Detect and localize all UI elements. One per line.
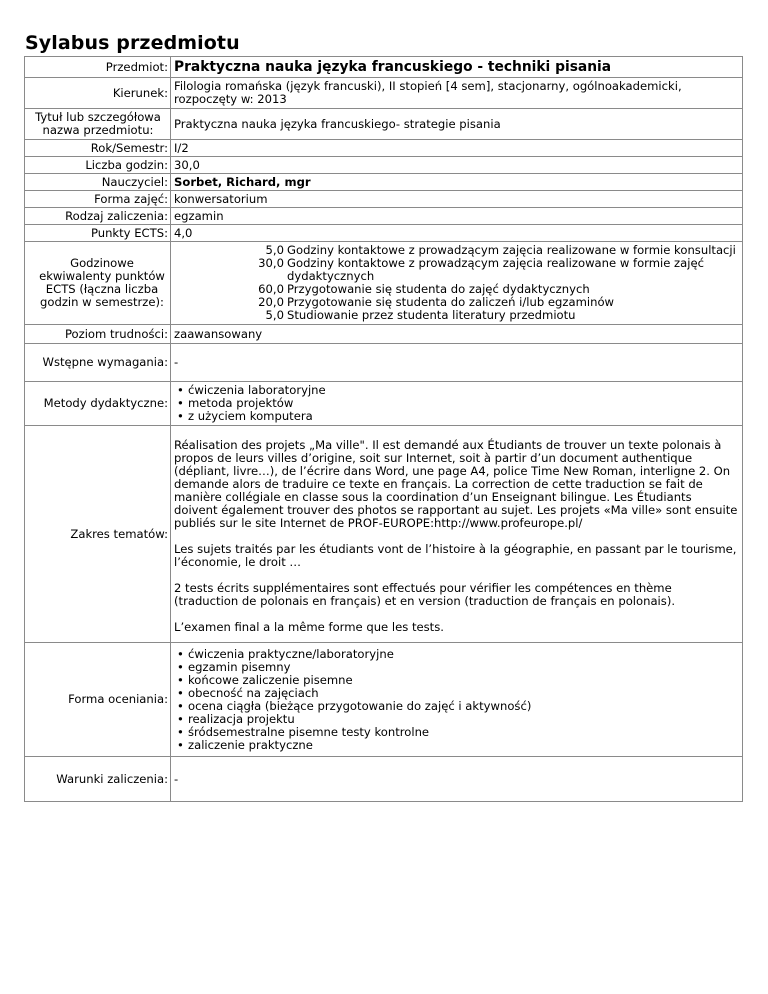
assessment-item: • ćwiczenia praktyczne/laboratoryjne: [174, 648, 740, 661]
row-methods: [25, 382, 743, 426]
ects-hours-amount: 20,0: [258, 295, 284, 309]
row-teacher: [25, 174, 743, 191]
label-methods: Metody dydaktyczne:: [25, 382, 171, 426]
value-program: [171, 78, 743, 109]
row-credit-type: [25, 208, 743, 225]
label-subject: Przedmiot:: [25, 57, 171, 78]
value-year-semester: I/2: [171, 140, 743, 157]
ects-hours-row: [171, 257, 742, 283]
row-full-title: [25, 109, 743, 140]
row-difficulty: [25, 325, 743, 344]
topics-paragraph: Réalisation des projets „Ma ville". Il est demandé aux Étudiants de trouver un texte polonais à propos de leurs villes d’origine, soit sur Internet, soit à partir d’un document authentique (dépliant, livre…), de l’écrire dans Word, une page A4, police Time New Roman, interligne 2. On demande alors de traduire ce texte en français. La correction de cette traduction se fait de manière collégiale en classe sous la coordination d’un Enseignant bilingue. Les Étudiants doivent également trouver des photos se rapportant au sujet. Les projets «Ma ville» sont ensuite publiés sur le site Internet de PROF-EUROPE:http://www.profeurope.pl/: [174, 438, 738, 530]
assessment-list: [174, 648, 740, 752]
label-full-title: [25, 109, 171, 140]
methods-item: • z użyciem komputera: [174, 410, 740, 423]
row-assessment: [25, 643, 743, 757]
topics-paragraph: Les sujets traités par les étudiants vont de l’histoire à la géographie, en passant par le tourisme, l’économie, le droit …: [174, 542, 737, 569]
label-pass-conditions: Warunki zaliczenia:: [25, 757, 171, 802]
value-difficulty: zaawansowany: [171, 325, 743, 344]
assessment-item: • egzamin pisemny: [174, 661, 740, 674]
label-ects: Punkty ECTS:: [25, 225, 171, 242]
program-line-1: Filologia romańska (język francuski), II stopień [4 sem], stacjonarny, ogólnoakademicki,: [174, 79, 682, 93]
ects-hours-description: Studiowanie przez studenta literatury przedmiotu: [287, 308, 576, 322]
label-full-title-text: Tytuł lub szczegółowa nazwa przedmiotu:: [35, 110, 161, 137]
assessment-item: • końcowe zaliczenie pisemne: [174, 674, 740, 687]
value-methods: [171, 382, 743, 426]
value-hours: 30,0: [171, 157, 743, 174]
program-line-2: rozpoczęty w: 2013: [174, 92, 287, 106]
row-class-form: [25, 191, 743, 208]
methods-list: [174, 384, 740, 423]
row-year-semester: [25, 140, 743, 157]
value-pass-conditions: -: [171, 757, 743, 802]
ects-hours-row: [171, 309, 742, 322]
value-teacher: Sorbet, Richard, mgr: [171, 174, 743, 191]
row-ects-hours: [25, 242, 743, 325]
assessment-item: • realizacja projektu: [174, 713, 740, 726]
assessment-item: • śródsemestralne pisemne testy kontrolne: [174, 726, 740, 739]
ects-hours-amount: 60,0: [258, 282, 284, 296]
ects-hours-description: Przygotowanie się studenta do zajęć dydaktycznych: [287, 282, 590, 296]
methods-item: • ćwiczenia laboratoryjne: [174, 384, 740, 397]
assessment-item: • ocena ciągła (bieżące przygotowanie do zajęć i aktywność): [174, 700, 740, 713]
topics-paragraph: L’examen final a la même forme que les tests.: [174, 620, 444, 634]
label-year-semester: Rok/Semestr:: [25, 140, 171, 157]
ects-hours-description: Godziny kontaktowe z prowadzącym zajęcia realizowane w formie zajęć dydaktycznych: [287, 256, 704, 283]
row-hours: [25, 157, 743, 174]
label-teacher: Nauczyciel:: [25, 174, 171, 191]
ects-hours-amount: 30,0: [258, 256, 284, 270]
value-prerequisites: -: [171, 344, 743, 382]
row-subject: [25, 57, 743, 78]
ects-hours-description: Przygotowanie się studenta do zaliczeń i/lub egzaminów: [287, 295, 615, 309]
value-full-title: Praktyczna nauka języka francuskiego- strategie pisania: [171, 109, 743, 140]
value-class-form: konwersatorium: [171, 191, 743, 208]
value-credit-type: egzamin: [171, 208, 743, 225]
label-ects-hours-text: Godzinowe ekwiwalenty punktów ECTS (łączna liczba godzin w semestrze):: [39, 256, 165, 309]
row-prerequisites: [25, 344, 743, 382]
topics-paragraph: 2 tests écrits supplémentaires sont effectués pour vérifier les compétences en thème (traduction de polonais en français) et en version (traduction de français en polonais).: [174, 581, 676, 608]
value-topics: [171, 426, 743, 643]
ects-hours-amount: 5,0: [265, 243, 284, 257]
label-assessment: Forma oceniania:: [25, 643, 171, 757]
label-prerequisites: Wstępne wymagania:: [25, 344, 171, 382]
label-hours: Liczba godzin:: [25, 157, 171, 174]
syllabus-table: [24, 56, 743, 802]
label-credit-type: Rodzaj zaliczenia:: [25, 208, 171, 225]
value-assessment: [171, 643, 743, 757]
ects-hours-amount: 5,0: [265, 308, 284, 322]
label-difficulty: Poziom trudności:: [25, 325, 171, 344]
value-ects: 4,0: [171, 225, 743, 242]
row-program: [25, 78, 743, 109]
value-ects-hours: [171, 242, 743, 325]
label-program: Kierunek:: [25, 78, 171, 109]
assessment-item: • zaliczenie praktyczne: [174, 739, 740, 752]
label-ects-hours: [25, 242, 171, 325]
ects-hours-description: Godziny kontaktowe z prowadzącym zajęcia realizowane w formie konsultacji: [287, 243, 736, 257]
page-title: Sylabus przedmiotu: [25, 32, 240, 54]
row-pass-conditions: [25, 757, 743, 802]
assessment-item: • obecność na zajęciach: [174, 687, 740, 700]
row-ects: [25, 225, 743, 242]
row-topics: [25, 426, 743, 643]
value-subject: Praktyczna nauka języka francuskiego - techniki pisania: [171, 57, 743, 78]
label-topics: Zakres tematów:: [25, 426, 171, 643]
label-class-form: Forma zajęć:: [25, 191, 171, 208]
methods-item: • metoda projektów: [174, 397, 740, 410]
